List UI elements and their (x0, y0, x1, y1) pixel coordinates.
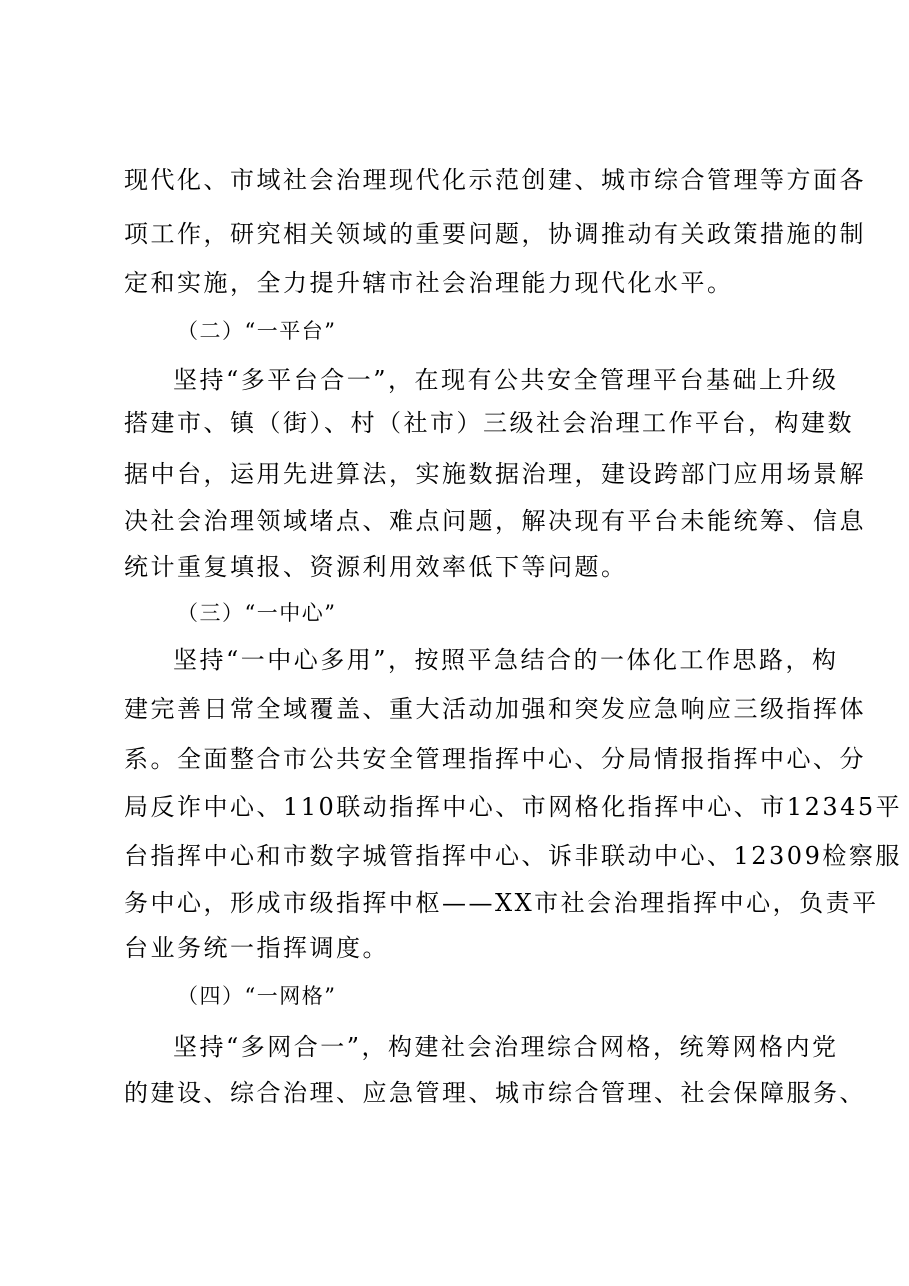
body-text-line: 台业务统一指挥调度。 (124, 934, 389, 962)
section-heading: （四）“一网格” (177, 984, 337, 1008)
body-text-line: 务中心，形成市级指挥中枢——XX市社会治理指挥中心，负责平 (124, 889, 879, 917)
body-text-line: 坚持“多平台合一”，在现有公共安全管理平台基础上升级 (173, 366, 839, 394)
body-text-line: 台指挥中心和市数字城管指挥中心、诉非联动中心、12309检察服 (124, 842, 902, 870)
body-text-line: 搭建市、镇（街）、村（社市）三级社会治理工作平台，构建数 (124, 409, 854, 437)
body-text-line: 决社会治理领域堵点、难点问题，解决现有平台未能统筹、信息 (124, 507, 866, 535)
body-text-line: 坚持“多网合一”，构建社会治理综合网格，统筹网格内党 (173, 1033, 839, 1061)
body-text-line: 系。全面整合市公共安全管理指挥中心、分局情报指挥中心、分 (124, 745, 866, 773)
body-text-line: 现代化、市域社会治理现代化示范创建、城市综合管理等方面各 (124, 166, 866, 194)
body-text-line: 坚持“一中心多用”，按照平急结合的一体化工作思路，构 (173, 646, 839, 674)
body-text-line: 据中台，运用先进算法，实施数据治理，建设跨部门应用场景解 (124, 460, 866, 488)
body-text-line: 统计重复填报、资源利用效率低下等问题。 (124, 553, 628, 581)
body-text-line: 定和实施，全力提升辖市社会治理能力现代化水平。 (124, 269, 734, 297)
body-text-line: 项工作，研究相关领域的重要问题，协调推动有关政策措施的制 (124, 220, 866, 248)
body-text-line: 局反诈中心、110联动指挥中心、市网格化指挥中心、市12345平 (124, 793, 903, 821)
section-heading: （二）“一平台” (177, 319, 337, 343)
body-text-line: 建完善日常全域覆盖、重大活动加强和突发应急响应三级指挥体 (124, 695, 866, 723)
section-heading: （三）“一中心” (177, 601, 337, 625)
body-text-line: 的建设、综合治理、应急管理、城市综合管理、社会保障服务、 (124, 1079, 866, 1107)
